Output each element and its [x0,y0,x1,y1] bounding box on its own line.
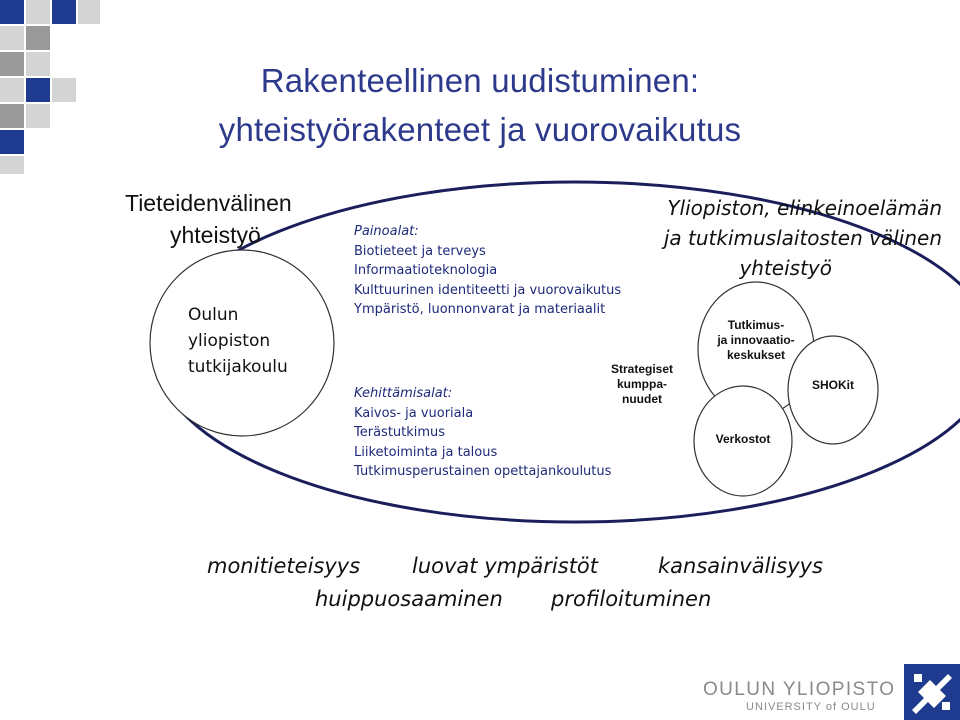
keyword-profiling: profiloituminen [551,587,712,611]
right-heading-line-1: Yliopiston, elinkeinoelämän [667,196,942,220]
development-area-item: Liiketoiminta ja talous [354,444,498,460]
networks-label: Verkostot [715,432,771,446]
right-heading [664,193,942,283]
strategic-line-1: Strategiset [610,362,674,376]
development-area-item: Tutkimusperustainen opettajankoulutus [354,464,612,480]
left-heading-line-1: Tieteidenvälinen [125,190,292,216]
logo-subtitle: UNIVERSITY of OULU [746,701,876,713]
development-area-item: Kaivos- ja vuoriala [354,405,474,421]
keyword-internationality: kansainvälisyys [658,554,823,578]
right-heading-line-3: yhteistyö [739,256,832,280]
development-areas-block [354,384,611,482]
keyword-multidisciplinarity: monitieteisyys [207,554,361,578]
strategic-line-2: kumppa- [616,377,667,391]
keyword-creative-environments: luovat ympäristöt [412,554,599,578]
innovation-centers-label [704,318,808,363]
development-areas-header: Kehittämisalat: [354,386,453,401]
focus-areas-block [354,222,621,320]
graduate-school-line-3: tutkijakoulu [188,357,288,377]
focus-areas-header: Painoalat: [354,224,419,239]
innovation-line-2: ja innovaatio- [717,333,795,347]
focus-area-item: Informaatioteknologia [354,263,498,279]
slide-title-line-2: yhteistyörakenteet ja vuorovaikutus [218,111,742,148]
focus-area-item: Kulttuurinen identiteetti ja vuorovaikutus [354,282,622,298]
right-heading-line-2: ja tutkimuslaitosten välinen [663,226,942,250]
logo-name: OULUN YLIOPISTO [703,679,896,700]
slide-title-line-1: Rakenteellinen uudistuminen: [260,62,700,99]
shokit-label: SHOKit [812,378,854,392]
focus-area-item: Biotieteet ja terveys [354,243,486,259]
graduate-school-label [188,302,288,380]
graduate-school-line-2: yliopiston [188,331,271,351]
development-area-item: Terästutkimus [354,425,446,441]
left-heading-line-2: yhteistyö [170,222,261,248]
strategic-line-3: nuudet [622,392,662,406]
graduate-school-line-1: Oulun [188,305,239,325]
innovation-line-3: keskukset [726,348,786,362]
innovation-line-1: Tutkimus- [727,318,785,332]
strategic-partnerships-label [600,362,684,407]
keyword-top-expertise: huippuosaaminen [315,587,503,611]
focus-area-item: Ympäristö, luonnonvarat ja materiaalit [354,302,606,318]
university-logo-icon [904,664,960,720]
